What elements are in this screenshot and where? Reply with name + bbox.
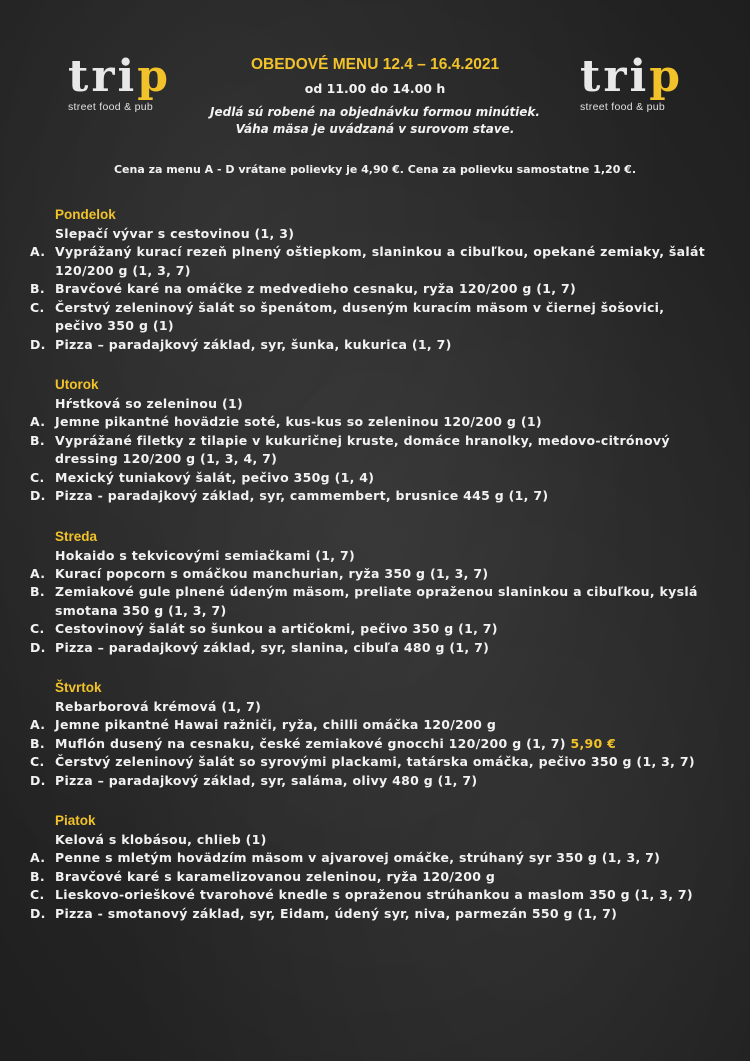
logo-tagline: street food & pub [68, 101, 154, 113]
menu-item-text [55, 639, 705, 658]
menu-item-letter: D. [30, 336, 46, 352]
menu-item-letter: C. [30, 887, 45, 902]
menu-item-letter: A. [30, 414, 46, 429]
menu-item [30, 886, 730, 905]
menu-item-text [55, 336, 705, 355]
menu-item-text [55, 620, 705, 639]
menu-item-description: Pizza - smotanový základ, syr, Eidam, údený syr, niva, parmezán 550 g (1, 7) [55, 905, 618, 921]
menu-item-letter: A. [30, 717, 46, 732]
menu-item-letter: B. [30, 735, 45, 751]
menu-item-letter: D. [30, 905, 46, 921]
menu-item-description: Lieskovo-orieškové tvarohové knedle s opraženou strúhankou a maslom 350 g (1, 3, 7) [55, 887, 693, 902]
logo-tagline: street food & pub [580, 101, 666, 113]
menu-item [30, 583, 730, 620]
menu-item-description: Vyprážaný kurací rezeň plnený oštiepkom, slaninkou a cibuľkou, opekané zemiaky, šalát 120/200 g (1, 3, 7) [55, 244, 705, 278]
menu-item [30, 243, 730, 280]
menu-item [30, 413, 730, 432]
soup-item: Hŕstková so zeleninou (1) [55, 396, 243, 411]
soup-item: Rebarborová krémová (1, 7) [55, 699, 262, 714]
day-section [30, 528, 730, 658]
menu-item [30, 716, 730, 735]
menu-item [30, 753, 730, 772]
day-name: Utorok [55, 377, 99, 392]
logo-wordmark: trip [68, 51, 171, 102]
menu-item-text [55, 849, 705, 868]
logo-right [580, 51, 700, 125]
soup-item: Hokaido s tekvicovými semiačkami (1, 7) [55, 547, 356, 563]
menu-item-description: Čerstvý zeleninový šalát so špenátom, duseným kuracím mäsom v čiernej šošovici, pečivo 350 g (1) [55, 299, 665, 333]
menu-item-letter: B. [30, 584, 45, 599]
menu-item-text [55, 886, 705, 905]
menu-item-letter: C. [30, 754, 45, 769]
menu-item-letter: B. [30, 281, 45, 296]
menu-item-text [55, 716, 705, 735]
menu-item-description: Bravčové karé s karamelizovanou zeleninou, ryža 120/200 g [55, 868, 496, 884]
menu-item [30, 487, 730, 506]
menu-item-description: Muflón dusený na cesnaku, české zemiakové gnocchi 120/200 g (1, 7) [55, 735, 566, 751]
day-name: Streda [55, 528, 98, 544]
menu-item-letter: D. [30, 639, 46, 655]
menu-item [30, 735, 730, 754]
menu-item-description: Mexický tuniakový šalát, pečivo 350g (1, 4) [55, 469, 375, 485]
menu-item [30, 565, 730, 584]
menu-item-description: Bravčové karé na omáčke z medvedieho cesnaku, ryža 120/200 g (1, 7) [55, 281, 576, 296]
menu-item-letter: B. [30, 868, 45, 884]
logo-left [68, 51, 188, 125]
menu-item-letter: D. [30, 772, 46, 788]
menu-item-text [55, 753, 705, 772]
menu-item-text [55, 905, 705, 924]
menu-item [30, 299, 730, 336]
price-info: Cena za menu A - D vrátane polievky je 4,90 €. Cena za polievku samostatne 1,20 €. [113, 163, 637, 176]
menu-item-letter: A. [30, 244, 46, 259]
menu-item-description: Jemne pikantné hovädzie soté, kus-kus so zeleninou 120/200 g (1) [55, 414, 542, 429]
menu-item-text [55, 772, 705, 791]
menu-item-description: Čerstvý zeleninový šalát so syrovými plackami, tatárska omáčka, pečivo 350 g (1, 3, 7) [55, 754, 695, 769]
menu-item-text [55, 487, 705, 506]
menu-item-text [55, 469, 705, 488]
menu-item-text [55, 565, 705, 584]
day-section [30, 812, 730, 923]
menu-item-text [55, 243, 705, 280]
menu-header [210, 56, 540, 138]
menu-item-letter: B. [30, 432, 45, 448]
soup-item: Kelová s klobásou, chlieb (1) [55, 832, 267, 847]
menu-item-description: Pizza – paradajkový základ, syr, slanina, cibuľa 480 g (1, 7) [55, 639, 490, 655]
menu-item-description: Pizza - paradajkový základ, syr, cammembert, brusnice 445 g (1, 7) [55, 488, 549, 503]
menu-item-text [55, 299, 705, 336]
menu-item-description: Pizza – paradajkový základ, syr, saláma, olivy 480 g (1, 7) [55, 772, 478, 788]
menu-item-text [55, 868, 705, 887]
menu-item-letter: C. [30, 469, 45, 485]
menu-item [30, 905, 730, 924]
menu-item-description: Cestovinový šalát so šunkou a artičokmi, pečivo 350 g (1, 7) [55, 621, 498, 636]
menu-item-letter: A. [30, 565, 46, 581]
logo-wordmark: trip [580, 51, 683, 102]
menu-item [30, 432, 730, 469]
menu-item-description: Zemiakové gule plnené údeným mäsom, preliate opraženou slaninkou a cibuľkou, kyslá smotana 350 g (1, 3, 7) [55, 584, 698, 618]
menu-item [30, 639, 730, 658]
menu-title: OBEDOVÉ MENU 12.4 – 16.4.2021 [250, 56, 500, 73]
menu-item [30, 469, 730, 488]
menu-item-letter: D. [30, 488, 46, 503]
menu-item-letter: C. [30, 299, 45, 315]
menu-note [210, 104, 540, 138]
weekly-menu [30, 206, 730, 945]
menu-item [30, 868, 730, 887]
menu-item-description: Vyprážané filetky z tilapie v kukuričnej kruste, domáce hranolky, medovo-citrónový dressing 120/200 g (1, 3, 4, 7) [55, 432, 670, 466]
menu-item-text [55, 413, 705, 432]
menu-item [30, 280, 730, 299]
menu-item-description: Penne s mletým hovädzím mäsom v ajvarovej omáčke, strúhaný syr 350 g (1, 3, 7) [55, 850, 661, 865]
day-section [30, 206, 730, 354]
day-name: Pondelok [55, 207, 116, 222]
menu-item-description: Jemne pikantné Hawai ražniči, ryža, chilli omáčka 120/200 g [55, 717, 497, 732]
menu-item-letter: A. [30, 850, 46, 865]
menu-item-text [55, 280, 705, 299]
day-section [30, 376, 730, 506]
note-line-2: Váha mäsa je uvádzaná v surovom stave. [235, 122, 515, 136]
day-section [30, 679, 730, 790]
menu-item-letter: C. [30, 621, 45, 636]
menu-item [30, 772, 730, 791]
menu-item-price: 5,90 € [565, 735, 617, 751]
menu-item-text [55, 735, 705, 754]
menu-item-text [55, 583, 705, 620]
menu-item [30, 336, 730, 355]
soup-item: Slepačí vývar s cestovinou (1, 3) [55, 226, 295, 241]
serving-hours: od 11.00 do 14.00 h [304, 81, 446, 96]
note-line-1: Jedlá sú robené na objednávku formou minútiek. [210, 105, 540, 119]
menu-item-text [55, 432, 705, 469]
menu-item-description: Kurací popcorn s omáčkou manchurian, ryža 350 g (1, 3, 7) [55, 565, 489, 581]
day-name: Štvrtok [55, 680, 102, 695]
menu-item-description: Pizza – paradajkový základ, syr, šunka, kukurica (1, 7) [55, 336, 452, 352]
day-name: Piatok [55, 813, 96, 828]
menu-item [30, 849, 730, 868]
menu-item [30, 620, 730, 639]
